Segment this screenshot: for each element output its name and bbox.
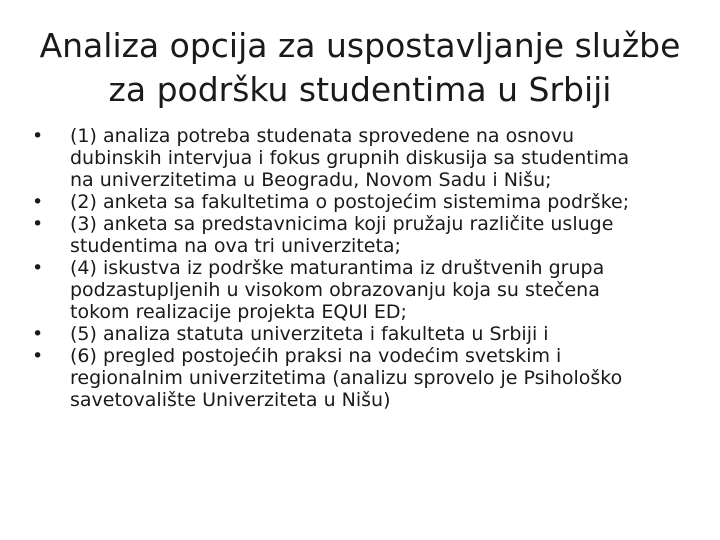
bullet-marker: • bbox=[32, 191, 44, 213]
bullet-text-line: savetovalište Univerziteta u Nišu) bbox=[70, 389, 391, 411]
bullet-list bbox=[30, 125, 700, 411]
bullet-item-6 bbox=[30, 345, 700, 411]
bullet-item-1 bbox=[30, 125, 700, 191]
bullet-text-line: podzastupljenih u visokom obrazovanju koja su stečena bbox=[70, 279, 600, 301]
bullet-marker: • bbox=[32, 125, 44, 147]
slide-title-line: za podršku studentima u Srbiji bbox=[108, 70, 612, 109]
bullet-text-line: (6) pregled postojećih praksi na vodećim svetskim i bbox=[70, 345, 562, 367]
bullet-text-line: dubinskih intervjua i fokus grupnih diskusija sa studentima bbox=[70, 147, 630, 169]
bullet-text-line: studentima na ova tri univerziteta; bbox=[70, 235, 401, 257]
bullet-item-2 bbox=[30, 191, 700, 213]
slide-title-line: Analiza opcija za uspostavljanje službe bbox=[39, 26, 681, 65]
bullet-item-3 bbox=[30, 213, 700, 257]
bullet-text-line: na univerzitetima u Beogradu, Novom Sadu i Nišu; bbox=[70, 169, 552, 191]
bullet-text-line: regionalnim univerzitetima (analizu sprovelo je Psihološko bbox=[70, 367, 623, 389]
slide-title bbox=[30, 24, 690, 112]
bullet-item-5 bbox=[30, 323, 700, 345]
bullet-text-line: (3) anketa sa predstavnicima koji pružaju različite usluge bbox=[70, 213, 614, 235]
bullet-text-line: (2) anketa sa fakultetima o postojećim sistemima podrške; bbox=[70, 191, 630, 213]
bullet-marker: • bbox=[32, 323, 44, 345]
bullet-text-line: tokom realizacije projekta EQUI ED; bbox=[70, 301, 407, 323]
bullet-text-line: (1) analiza potreba studenata sprovedene na osnovu bbox=[70, 125, 575, 147]
bullet-text-line: (4) iskustva iz podrške maturantima iz društvenih grupa bbox=[70, 257, 605, 279]
bullet-marker: • bbox=[32, 345, 44, 367]
bullet-marker: • bbox=[32, 257, 44, 279]
bullet-marker: • bbox=[32, 213, 44, 235]
bullet-item-4 bbox=[30, 257, 700, 323]
bullet-text-line: (5) analiza statuta univerziteta i fakulteta u Srbiji i bbox=[70, 323, 549, 345]
